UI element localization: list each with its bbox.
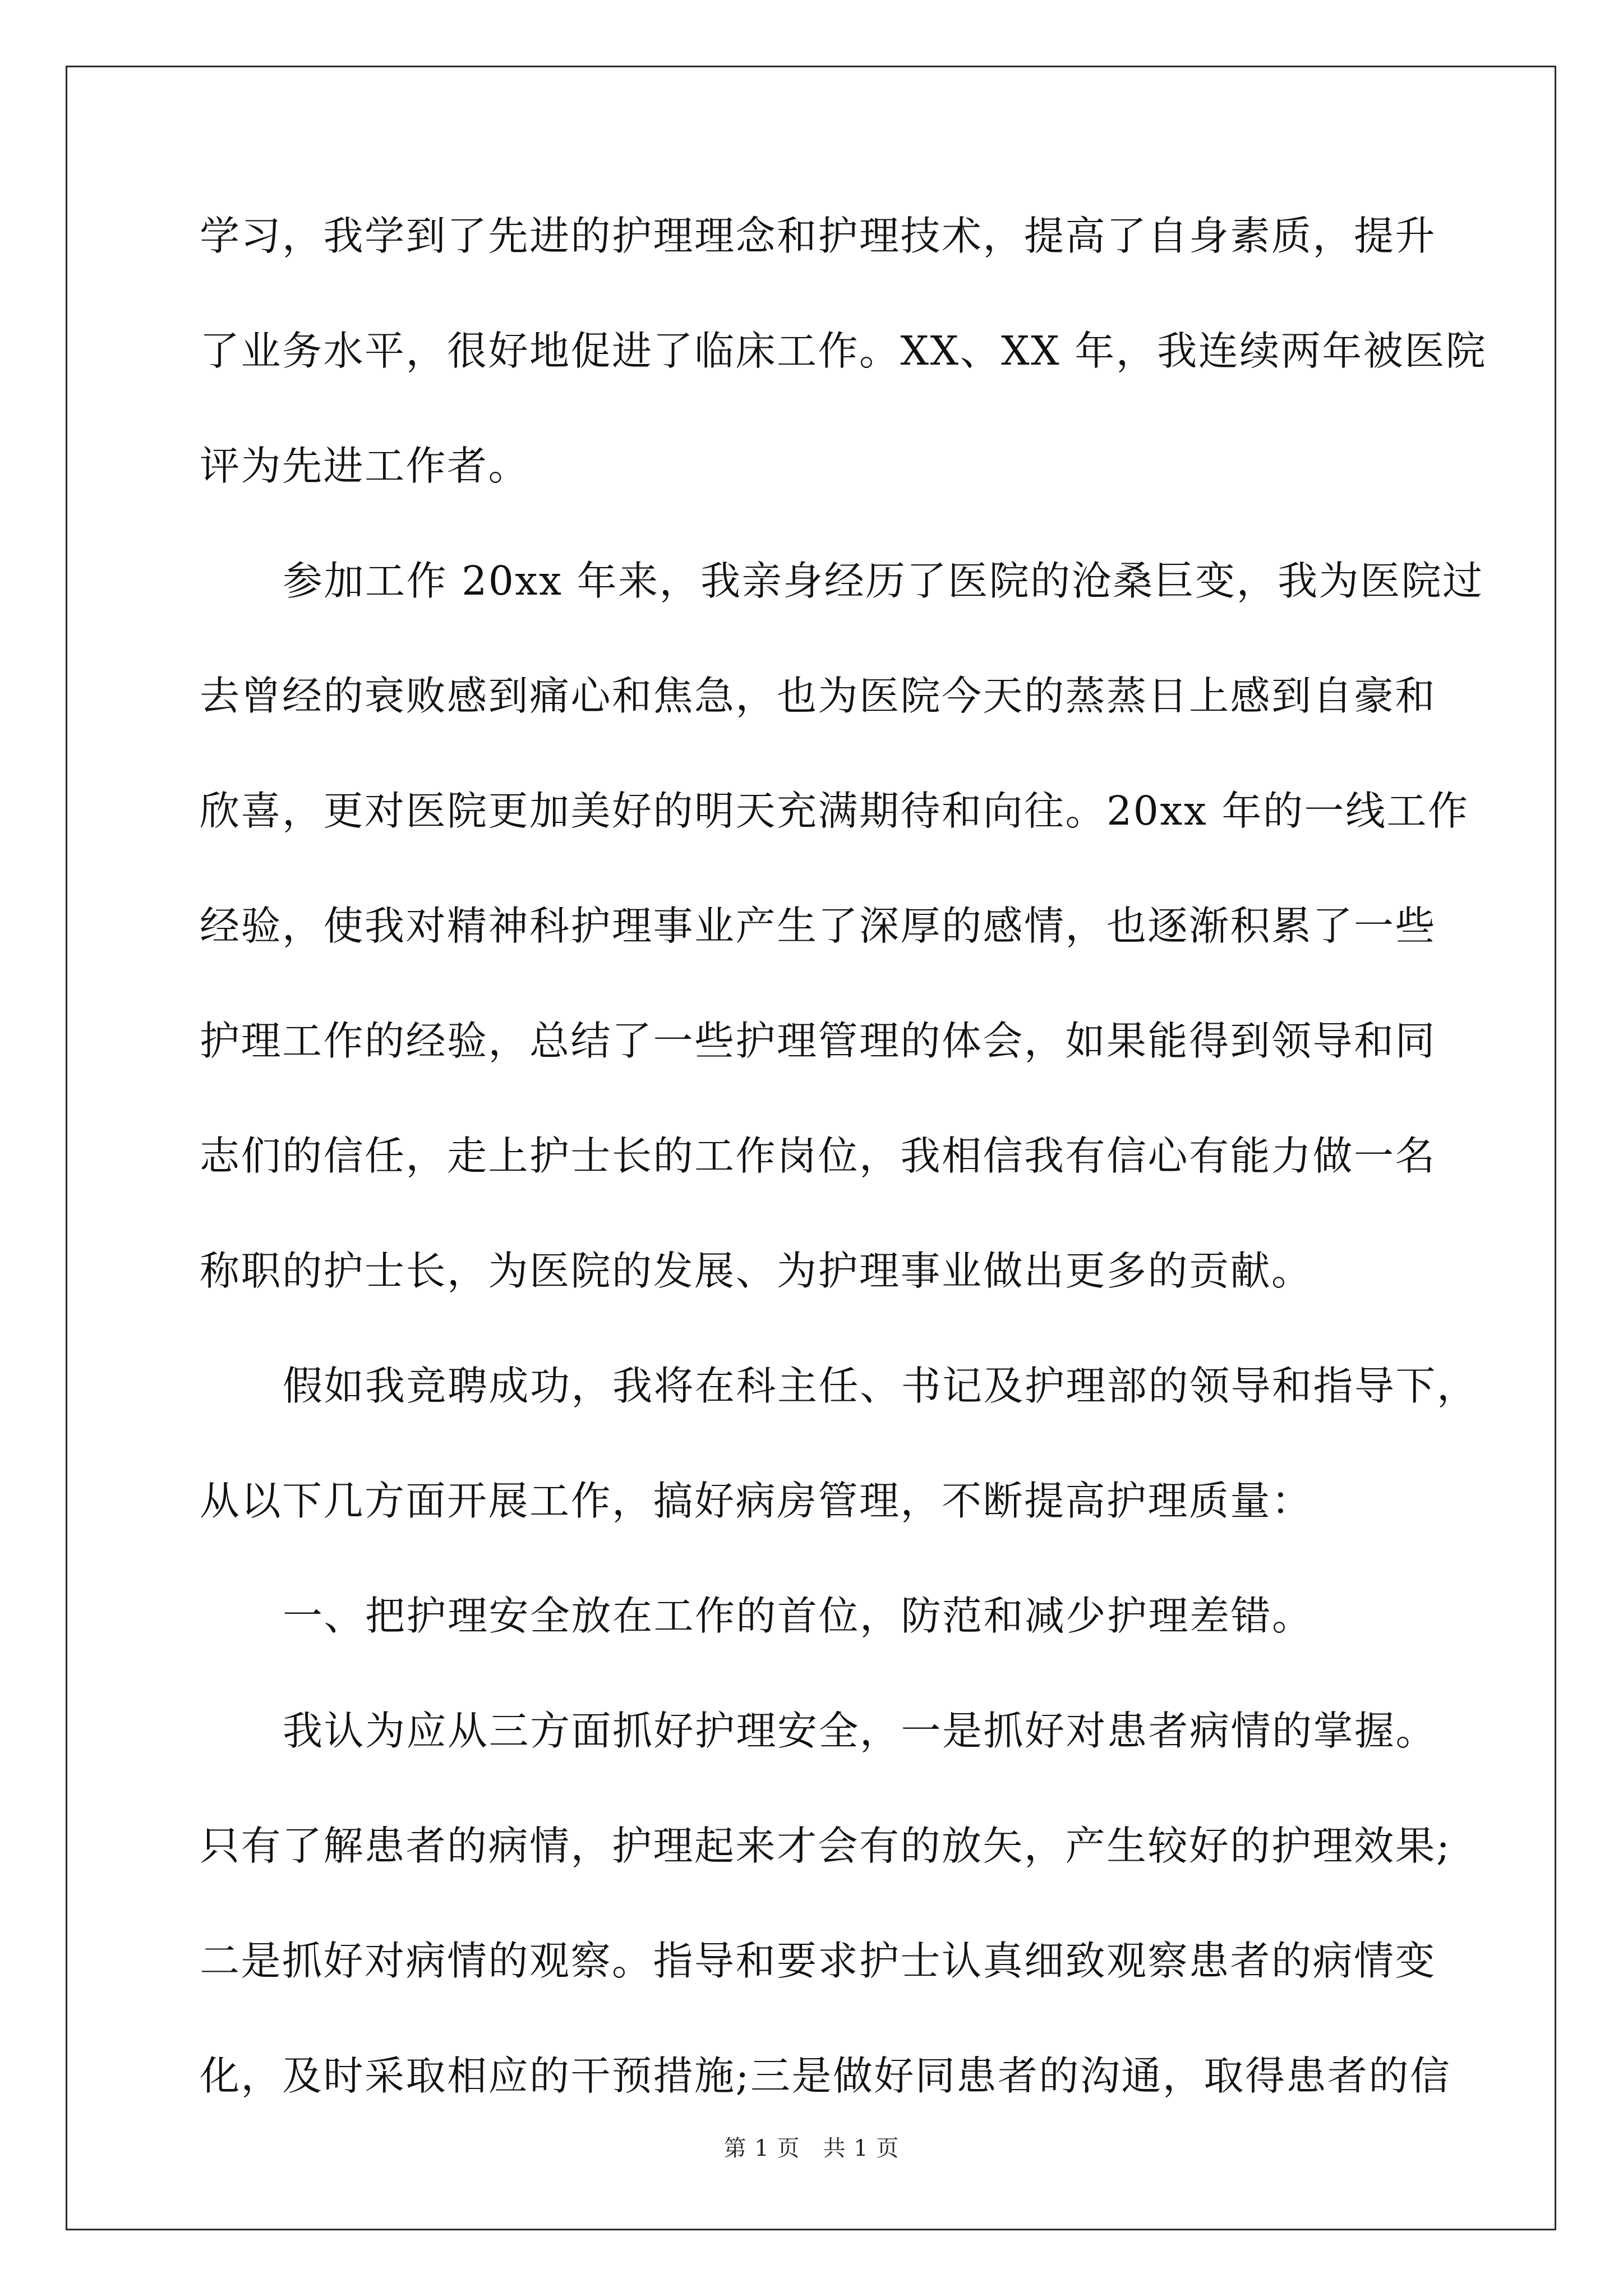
text-line: 了业务水平，很好地促进了临床工作。XX、XX 年，我连续两年被医院 xyxy=(200,328,1487,374)
text-line: 经验，使我对精神科护理事业产生了深厚的感情，也逐渐积累了一些 xyxy=(200,903,1437,949)
text-line: 学习，我学到了先进的护理理念和护理技术，提高了自身素质，提升 xyxy=(200,213,1437,259)
text-line: 去曾经的衰败感到痛心和焦急，也为医院今天的蒸蒸日上感到自豪和 xyxy=(200,673,1437,719)
text-line: 欣喜，更对医院更加美好的明天充满期待和向往。20xx 年的一线工作 xyxy=(200,788,1469,834)
text-line: 护理工作的经验，总结了一些护理管理的体会，如果能得到领导和同 xyxy=(200,1018,1437,1064)
text-line: 从以下几方面开展工作，搞好病房管理，不断提高护理质量： xyxy=(200,1478,1313,1524)
text-line: 化，及时采取相应的干预措施;三是做好同患者的沟通，取得患者的信 xyxy=(200,2053,1451,2099)
document-body xyxy=(200,201,1487,2156)
text-line: 只有了解患者的病情，护理起来才会有的放矢，产生较好的护理效果; xyxy=(200,1823,1451,1869)
text-line: 参加工作 20xx 年来，我亲身经历了医院的沧桑巨变，我为医院过 xyxy=(283,558,1484,604)
section-heading: 一、把护理安全放在工作的首位，防范和减少护理差错。 xyxy=(283,1593,1313,1639)
text-line: 假如我竞聘成功，我将在科主任、书记及护理部的领导和指导下， xyxy=(283,1363,1478,1409)
text-line: 我认为应从三方面抓好护理安全，一是抓好对患者病情的掌握。 xyxy=(283,1708,1437,1754)
text-line: 志们的信任，走上护士长的工作岗位，我相信我有信心有能力做一名 xyxy=(200,1133,1437,1179)
text-line: 二是抓好对病情的观察。指导和要求护士认真细致观察患者的病情变 xyxy=(200,1938,1437,1984)
page-number-footer: 第 1 页 共 1 页 xyxy=(723,2136,900,2161)
text-line: 称职的护士长，为医院的发展、为护理事业做出更多的贡献。 xyxy=(200,1248,1313,1294)
text-line: 评为先进工作者。 xyxy=(200,443,530,489)
